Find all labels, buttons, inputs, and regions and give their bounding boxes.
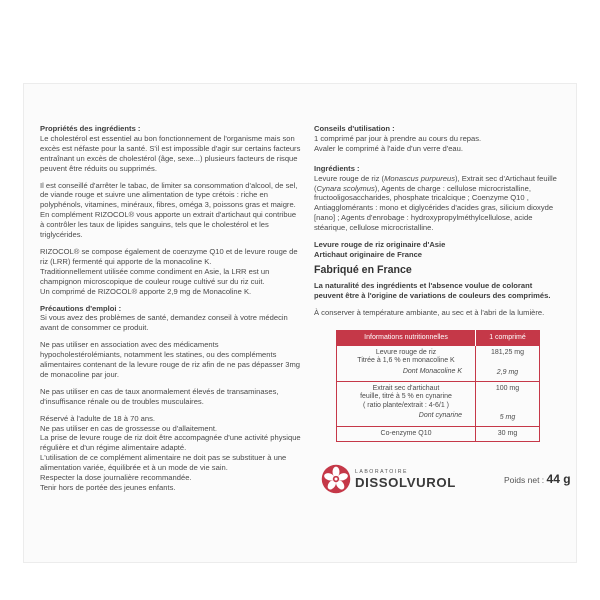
ingredients-text-e: ), Agents de charge : cellulose microcristalline, fructooligosaccharides, phosphate tricalcique ; Coenzyme Q10 , Antiagglomérants : mono et diglycérides d'acides gras, silicium dioxyde [nano] ; Agents d'enrobage : hydroxypropylméthylcellulose, acide stéarique, cellulose microcristalline. xyxy=(314,183,554,233)
nutrient-sub-value: 2,9 mg xyxy=(496,369,519,377)
flower-logo-icon xyxy=(321,464,351,494)
nutrient-value-cell xyxy=(476,381,540,426)
proprietes-section xyxy=(40,124,302,174)
origin-artichoke: Artichaut originaire de France xyxy=(314,249,423,259)
conseils-section xyxy=(314,124,560,154)
nutrient-line: feuille, titré à 5 % en cynarine xyxy=(360,393,452,401)
net-weight xyxy=(504,472,571,486)
proprietes-p1: Le cholestérol est essentiel au bon fonctionnement de l'organisme mais son excès est néfaste pour la santé. S'il est impossible d'agir sur certains facteurs entraînant un excès de cholestérol (âge, sexe...) plusieurs facteurs de risque peuvent être réduits ou supprimés. xyxy=(40,133,301,173)
ingredients-title: Ingrédients : xyxy=(314,163,360,173)
net-weight-value: 44 g xyxy=(546,472,571,486)
brand-laboratoire: LABORATOIRE xyxy=(355,468,408,475)
nutrient-value-cell: 30 mg xyxy=(476,426,540,441)
proprietes-p2: Il est conseillé d'arrêter le tabac, de limiter sa consommation d'alcool, de sel, de viande rouge et suivre une alimentation de type crétois : riche en polyphénols, vitamines, minéraux, fibres, oméga 3, poissons gras et maigre. xyxy=(40,180,298,210)
nutrition-table-header xyxy=(337,330,540,345)
brand-logo xyxy=(321,464,456,494)
conseils-line-2: Avaler le comprimé à l'aide d'un verre d'eau. xyxy=(314,143,463,153)
right-column xyxy=(314,124,560,442)
nutrition-header-name: Informations nutritionnelles xyxy=(337,330,476,345)
naturalite-note: La naturalité des ingrédients et l'absence voulue de colorant peuvent être à l'origine de variations de couleurs des comprimés. xyxy=(314,280,551,300)
ingredients-text-c: ), Extrait sec d'Artichaut feuille ( xyxy=(314,173,557,193)
table-row xyxy=(337,345,540,381)
origin-rice: Levure rouge de riz originaire d'Asie xyxy=(314,240,446,250)
nutrient-value: 181,25 mg xyxy=(490,348,525,356)
nutrient-sub-label: Dont Monacoline K xyxy=(402,367,462,375)
ingredients-latin-1: Monascus purpureus xyxy=(384,173,455,183)
ingredients-latin-2: Cynara scolymus xyxy=(316,183,375,193)
brand-name: DISSOLVUROL xyxy=(355,474,456,490)
nutrient-name-cell xyxy=(337,345,476,381)
nutrient-line: Titrée à 1,6 % en monacoline K xyxy=(357,357,455,365)
nutrition-header-value: 1 comprimé xyxy=(476,330,540,345)
nutrient-name-cell: Co-enzyme Q10 xyxy=(337,426,476,441)
precautions-p14: Respecter la dose journalière recommandée. xyxy=(40,473,192,483)
precautions-p15: Tenir hors de portée des jeunes enfants. xyxy=(40,483,176,492)
brand-wordmark xyxy=(355,469,456,490)
ingredients-text-a: Levure rouge de riz ( xyxy=(314,173,385,183)
table-row xyxy=(337,426,540,441)
precautions-p8: Ne pas utiliser en association avec des médicaments hypocholestérolémiants, notamment les statines, ou des compléments alimentaires contenant de la levure rouge de riz afin de ne pas dépasser 3mg de monacoline par jour. xyxy=(40,340,301,379)
storage-note: À conserver à température ambiante, au sec et à l'abri de la lumière. xyxy=(314,307,545,317)
conseils-line-1: 1 comprimé par jour à prendre au cours du repas. xyxy=(314,133,482,143)
precautions-p7: Si vous avez des problèmes de santé, demandez conseil à votre médecin avant de consommer ce produit. xyxy=(40,313,288,333)
nutrient-value: 100 mg xyxy=(495,384,520,392)
proprietes-p3: En complément RIZOCOL® vous apporte un extrait d'artichaut qui contribue à contrôler les taux de lipides sanguins, tels que le cholestérol et les triglycérides. xyxy=(40,210,297,240)
precautions-p12: La prise de levure rouge de riz doit être accompagnée d'une activité physique régulière et d'un régime alimentaire adapté. xyxy=(40,433,301,453)
precautions-p9: Ne pas utiliser en cas de taux anormalement élevés de transaminases, d'insuffisance rénale ou de troubles musculaires. xyxy=(40,386,279,406)
made-in-france: Fabriqué en France xyxy=(314,263,412,276)
nutrient-line: ( ratio plante/extrait : 4-6/1 ) xyxy=(363,401,449,409)
precautions-p13: L'utilisation de ce complément alimentaire ne doit pas se substituer à une alimentation variée, équilibrée et à un mode de vie sain. xyxy=(40,453,287,473)
precautions-p11: Ne pas utiliser en cas de grossesse ou d'allaitement. xyxy=(40,423,218,433)
proprietes-title: Propriétés des ingrédients : xyxy=(40,124,141,133)
nutrition-table xyxy=(336,330,540,442)
precautions-section xyxy=(40,304,302,334)
conseils-title: Conseils d'utilisation : xyxy=(314,124,395,133)
proprietes-p5: Traditionnellement utilisée comme condiment en Asie, la LRR est un champignon microscopique de couleur rouge cultivé sur du riz cuit. xyxy=(40,266,270,286)
package-back-panel xyxy=(24,84,576,562)
precautions-p10: Réservé à l'adulte de 18 à 70 ans. xyxy=(40,413,156,423)
nutrient-sub-label: Dont cynarine xyxy=(418,411,462,419)
nutrient-line: Extrait sec d'artichaut xyxy=(372,384,440,392)
proprietes-p4: RIZOCOL® se compose également de coenzyme Q10 et de levure rouge de riz (LRR) fermenté qui apporte de la monacoline K. xyxy=(40,246,298,266)
nutrient-line: Levure rouge de riz xyxy=(375,348,437,356)
nutrient-name-cell xyxy=(337,381,476,426)
net-weight-label: Poids net : xyxy=(504,475,547,485)
nutrient-value-cell xyxy=(476,345,540,381)
ingredients-section xyxy=(314,164,560,233)
left-column xyxy=(40,124,302,493)
nutrient-sub-value: 5 mg xyxy=(499,414,516,422)
table-row xyxy=(337,381,540,426)
precautions-title: Précautions d'emploi : xyxy=(40,303,122,313)
proprietes-p6: Un comprimé de RIZOCOL® apporte 2,9 mg de Monacoline K. xyxy=(40,286,252,296)
